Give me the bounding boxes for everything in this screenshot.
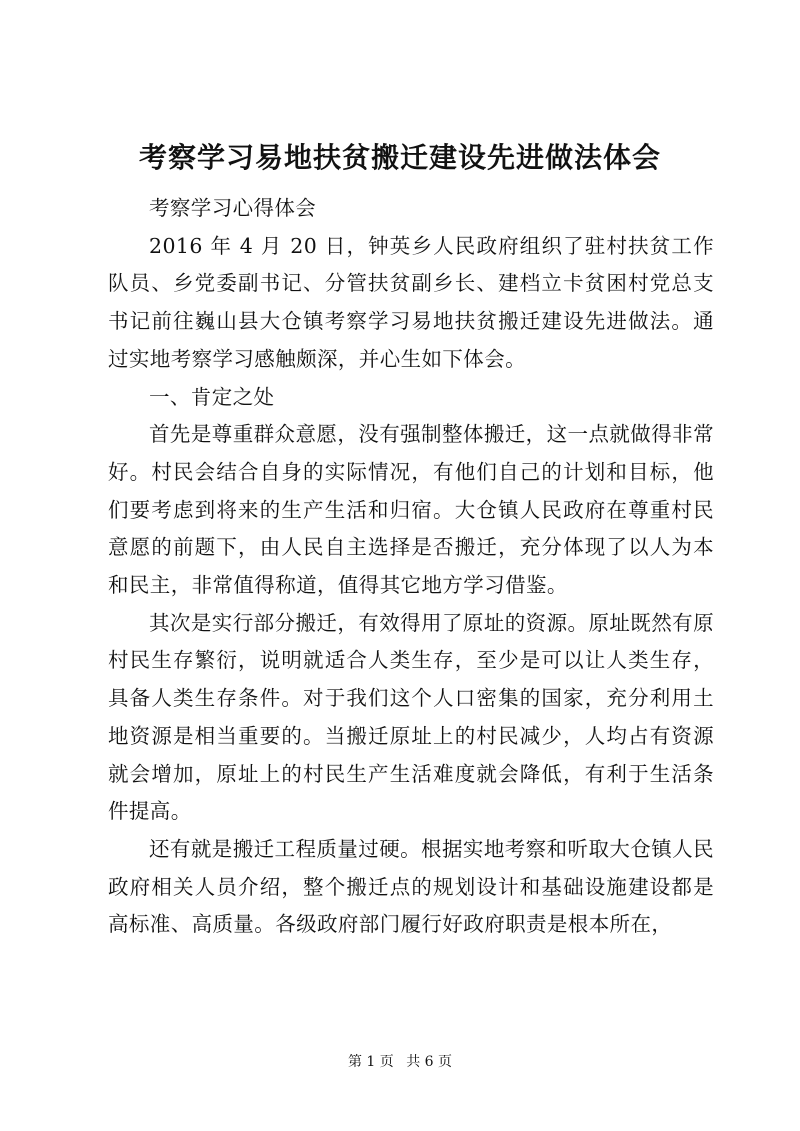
section-heading: 一、肯定之处	[149, 384, 275, 409]
page-total: 共 6 页	[406, 1054, 453, 1070]
paragraph-third-point: 还有就是搬迁工程质量过硬。根据实地考察和听取大仓镇人民政府相关人员介绍，整个搬迁点的规划设计和基础设施建设都是高标准、高质量。各级政府部门履行好政府职责是根本所在，	[108, 836, 714, 937]
paragraph-second-point: 其次是实行部分搬迁，有效得用了原址的资源。原址既然有原村民生存繁衍，说明就适合人类生存，至少是可以让人类生存，具备人类生存条件。对于我们这个人口密集的国家，充分利用土地资源是相当重要的。当搬迁原址上的村民减少，人均占有资源就会增加，原址上的村民生产生活难度就会降低，有利于生活条件提高。	[108, 610, 714, 824]
paragraph-intro: 2016 年 4 月 20 日，钟英乡人民政府组织了驻村扶贫工作队员、乡党委副书记、分管扶贫副乡长、建档立卡贫困村党总支书记前往巍山县大仓镇考察学习易地扶贫搬迁建设先进做法。通过实地考察学习感触颇深，并心生如下体会。	[108, 233, 714, 371]
document-title: 考察学习易地扶贫搬迁建设先进做法体会	[138, 141, 661, 174]
document-body	[108, 190, 714, 944]
page-footer	[0, 1052, 800, 1072]
paragraph-first-point: 首先是尊重群众意愿，没有强制整体搬迁，这一点就做得非常好。村民会结合自身的实际情况，有他们自己的计划和目标，他们要考虑到将来的生产生活和归宿。大仓镇人民政府在尊重村民意愿的前题下，由人民自主选择是否搬迁，充分体现了以人为本和民主，非常值得称道，值得其它地方学习借鉴。	[108, 422, 714, 598]
page-number: 第 1 页	[347, 1054, 394, 1070]
paragraph-subtitle: 考察学习心得体会	[149, 196, 317, 220]
